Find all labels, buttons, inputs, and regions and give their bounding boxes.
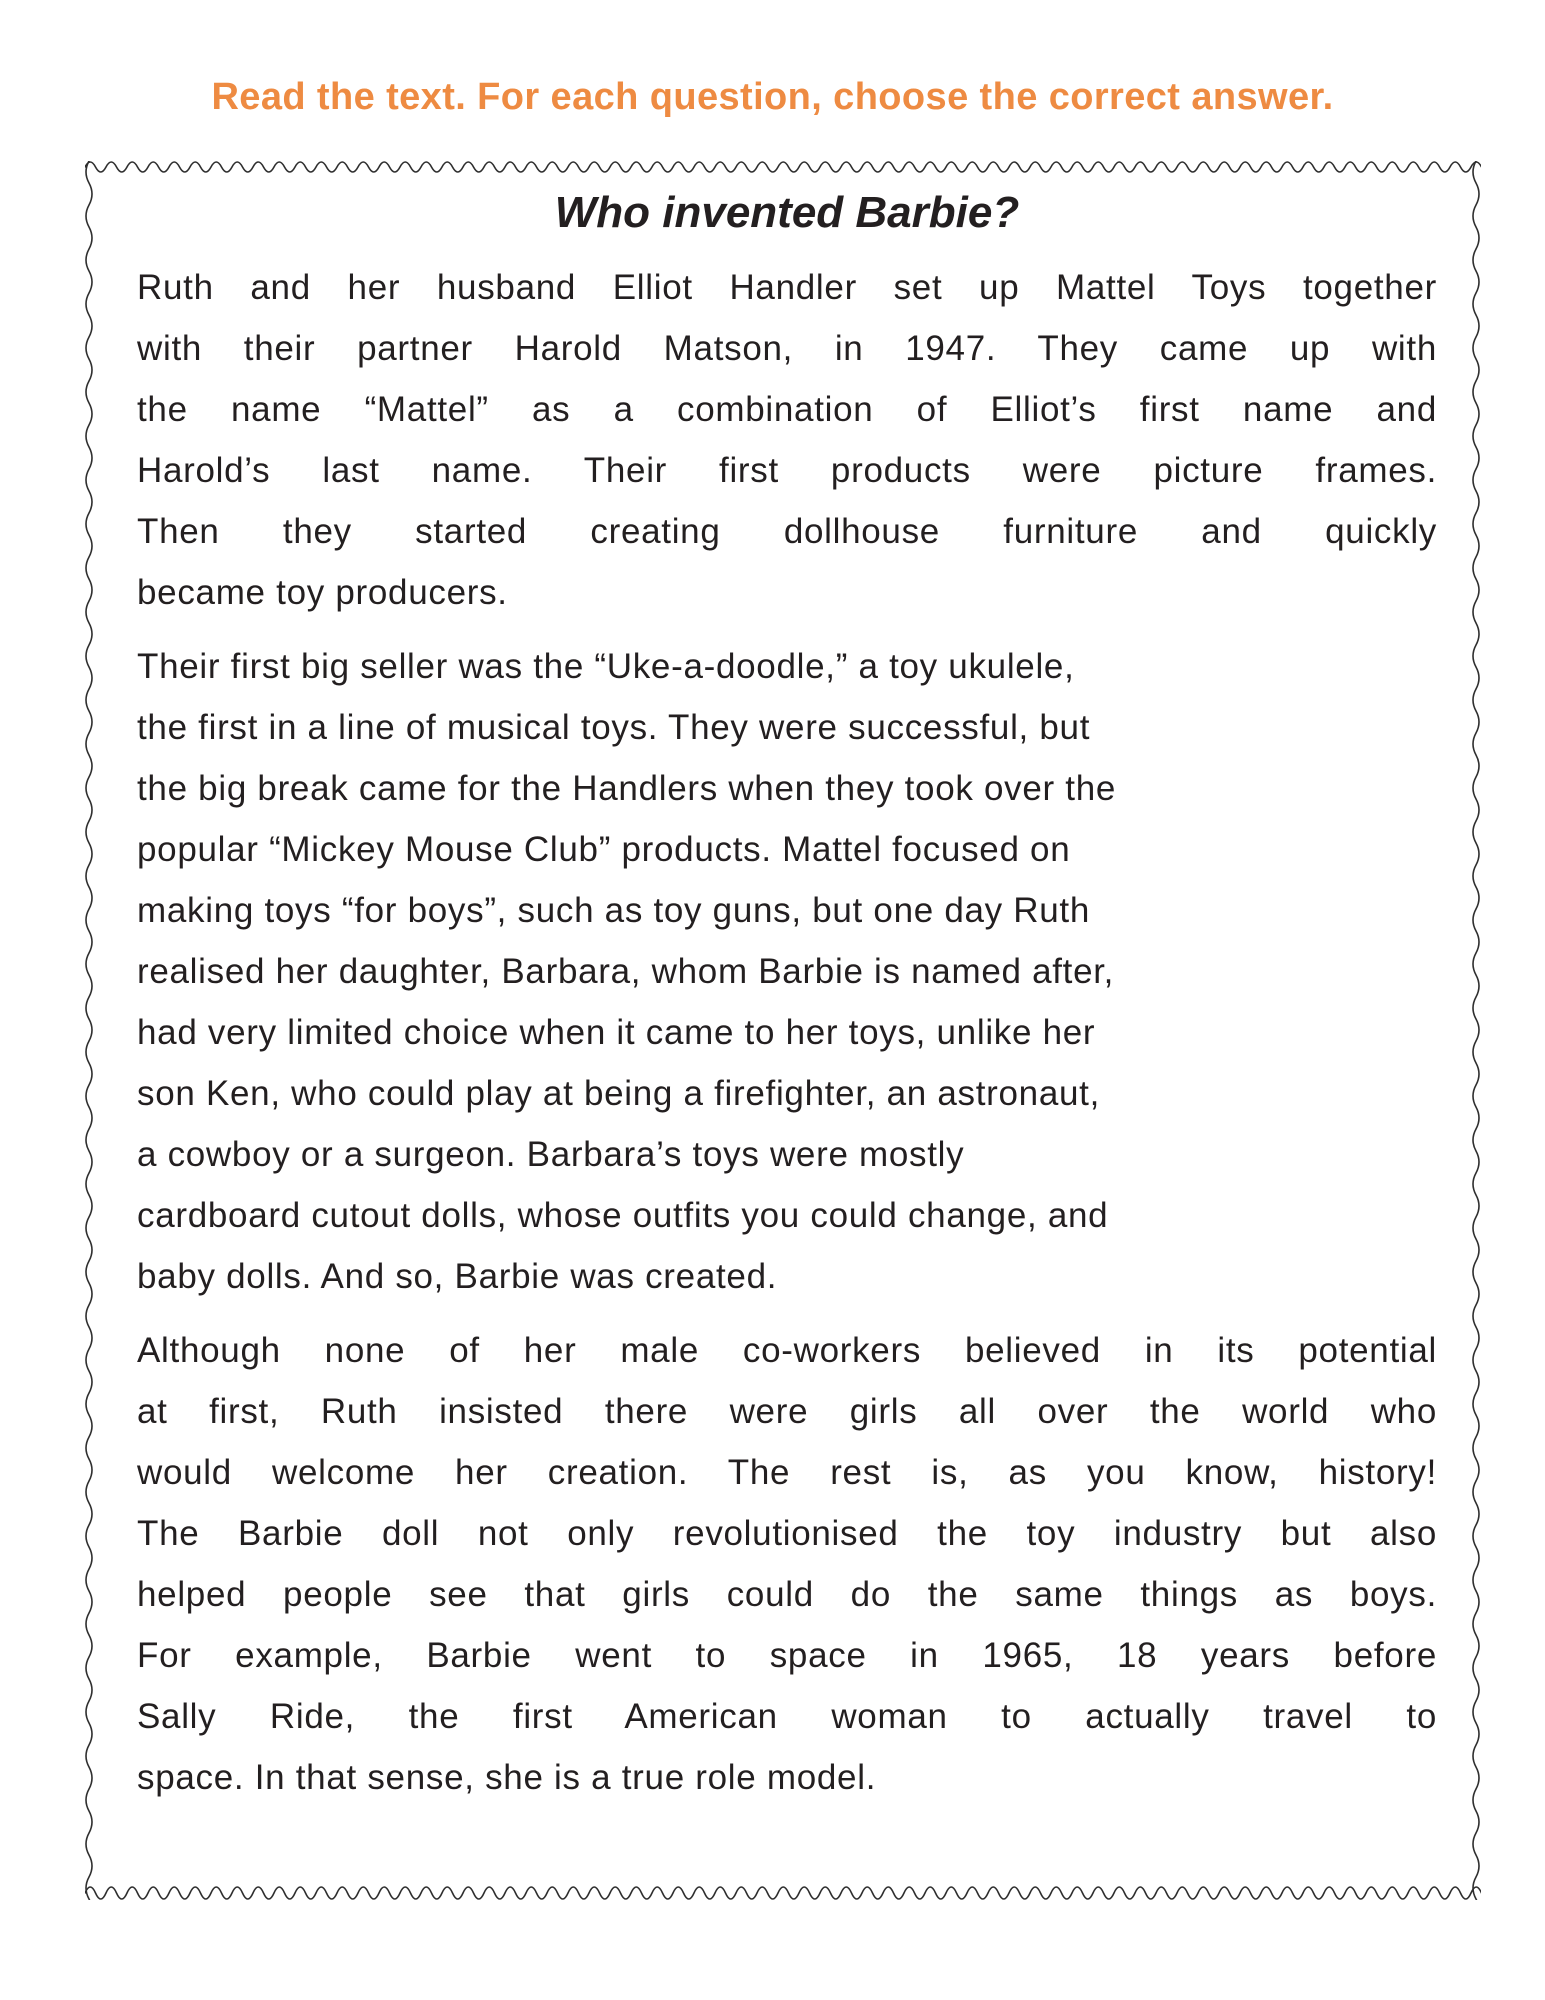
instruction-heading: Read the text. For each question, choose the correct answer. xyxy=(211,76,1334,118)
passage-paragraph xyxy=(137,257,1437,623)
text-line: Ruth and her husband Elliot Handler set up Mattel Toys together xyxy=(137,268,1437,307)
text-line: Sally Ride, the first American woman to actually travel to xyxy=(137,1697,1437,1736)
text-line: popular “Mickey Mouse Club” products. Mattel focused on xyxy=(137,830,1071,869)
text-line: became toy producers. xyxy=(137,573,508,612)
wavy-border-bottom-icon xyxy=(85,1886,1481,1900)
text-line: making toys “for boys”, such as toy guns, but one day Ruth xyxy=(137,891,1091,930)
text-line: helped people see that girls could do the same things as boys. xyxy=(137,1575,1437,1614)
text-line: cardboard cutout dolls, whose outfits you could change, and xyxy=(137,1196,1109,1235)
text-line: Their first big seller was the “Uke-a-doodle,” a toy ukulele, xyxy=(137,647,1075,686)
passage-title: Who invented Barbie? xyxy=(554,188,1020,237)
text-line: the name “Mattel” as a combination of Elliot’s first name and xyxy=(137,390,1437,429)
text-line: at first, Ruth insisted there were girls all over the world who xyxy=(137,1392,1437,1431)
text-line: realised her daughter, Barbara, whom Barbie is named after, xyxy=(137,952,1115,991)
passage-box xyxy=(85,161,1481,1900)
text-line: baby dolls. And so, Barbie was created. xyxy=(137,1257,778,1296)
passage-content xyxy=(137,181,1437,1884)
text-line: the big break came for the Handlers when they took over the xyxy=(137,769,1117,808)
text-line: Then they started creating dollhouse furniture and quickly xyxy=(137,512,1437,551)
text-line: had very limited choice when it came to her toys, unlike her xyxy=(137,1013,1096,1052)
text-line: would welcome her creation. The rest is, as you know, history! xyxy=(137,1453,1437,1492)
text-line: the first in a line of musical toys. They were successful, but xyxy=(137,708,1091,747)
text-line: For example, Barbie went to space in 1965, 18 years before xyxy=(137,1636,1437,1675)
wavy-border-right-icon xyxy=(1472,161,1481,1900)
text-line: with their partner Harold Matson, in 1947. They came up with xyxy=(137,329,1437,368)
text-line: Harold’s last name. Their first products were picture frames. xyxy=(137,451,1437,490)
text-line: son Ken, who could play at being a firefighter, an astronaut, xyxy=(137,1074,1101,1113)
passage-paragraphs xyxy=(137,257,1437,1808)
wavy-border-top-icon xyxy=(85,161,1481,173)
passage-paragraph xyxy=(137,636,1437,1307)
text-line: Although none of her male co-workers believed in its potential xyxy=(137,1331,1437,1370)
text-line: a cowboy or a surgeon. Barbara’s toys were mostly xyxy=(137,1135,965,1174)
text-line: space. In that sense, she is a true role model. xyxy=(137,1758,877,1797)
wavy-border-left-icon xyxy=(85,161,94,1900)
text-line: The Barbie doll not only revolutionised the toy industry but also xyxy=(137,1514,1437,1553)
passage-paragraph xyxy=(137,1320,1437,1808)
